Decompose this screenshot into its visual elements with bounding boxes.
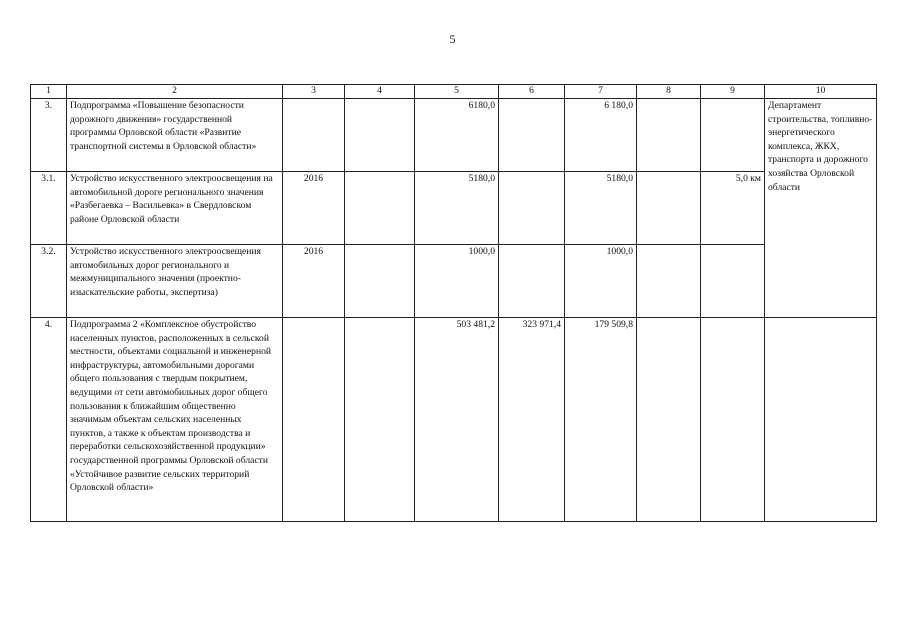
row-col7: 1000,0 xyxy=(565,245,637,318)
table-row xyxy=(31,99,877,172)
row-year xyxy=(283,99,345,172)
table-row xyxy=(31,245,877,318)
program-table xyxy=(30,84,877,522)
row-number: 3.1. xyxy=(31,172,67,245)
row-col5: 503 481,2 xyxy=(415,318,499,522)
header-cell: 2 xyxy=(67,85,283,99)
row-col7: 6 180,0 xyxy=(565,99,637,172)
row-col9 xyxy=(701,245,765,318)
row-col4 xyxy=(345,99,415,172)
row-col4 xyxy=(345,318,415,522)
department-cell: Департамент строительства, топливно-энергетического комплекса, ЖКХ, транспорта и дорожного хозяйства Орловской области xyxy=(765,99,877,318)
row-col9: 5,0 км xyxy=(701,172,765,245)
row-col5: 5180,0 xyxy=(415,172,499,245)
row-year: 2016 xyxy=(283,172,345,245)
row-year xyxy=(283,318,345,522)
row-number: 3.2. xyxy=(31,245,67,318)
header-cell: 7 xyxy=(565,85,637,99)
row-year: 2016 xyxy=(283,245,345,318)
row-col4 xyxy=(345,245,415,318)
row-col6 xyxy=(499,245,565,318)
header-row xyxy=(31,85,877,99)
row-col6 xyxy=(499,172,565,245)
row-col9 xyxy=(701,318,765,522)
row-name: Подпрограмма 2 «Комплексное обустройство населенных пунктов, расположенных в сельской местности, объектами социальной и инженерной инфраструктуры, автомобильными дорогами общего пользования с твердым покрытием, ведущими от сети автомобильных дорог общего пользования к ближайшим общественно значимым объектам сельских населенных пунктов, а также к объектам производства и переработки сельскохозяйственной продукции» государственной программы Орловской области «Устойчивое развитие сельских территорий Орловской области» xyxy=(67,318,283,522)
row-col8 xyxy=(637,99,701,172)
header-cell: 10 xyxy=(765,85,877,99)
header-cell: 8 xyxy=(637,85,701,99)
header-cell: 4 xyxy=(345,85,415,99)
page-number: 5 xyxy=(449,32,456,46)
row-col5: 6180,0 xyxy=(415,99,499,172)
row-col4 xyxy=(345,172,415,245)
header-cell: 1 xyxy=(31,85,67,99)
header-cell: 3 xyxy=(283,85,345,99)
row-col6: 323 971,4 xyxy=(499,318,565,522)
table-row xyxy=(31,318,877,522)
row-number: 4. xyxy=(31,318,67,522)
row-name: Устройство искусственного электроосвещения на автомобильной дороге регионального значения «Разбегаевка – Васильевка» в Свердловском районе Орловской области xyxy=(67,172,283,245)
table-row xyxy=(31,172,877,245)
row-col8 xyxy=(637,245,701,318)
row-col10 xyxy=(765,318,877,522)
row-name: Подпрограмма «Повышение безопасности дорожного движения» государственной программы Орловской области «Развитие транспортной системы в Орловской области» xyxy=(67,99,283,172)
header-cell: 5 xyxy=(415,85,499,99)
row-col8 xyxy=(637,318,701,522)
row-number: 3. xyxy=(31,99,67,172)
header-cell: 6 xyxy=(499,85,565,99)
row-col8 xyxy=(637,172,701,245)
row-col5: 1000,0 xyxy=(415,245,499,318)
row-col9 xyxy=(701,99,765,172)
row-name: Устройство искусственного электроосвещения автомобильных дорог регионального и межмуниципального значения (проектно-изыскательские работы, экспертиза) xyxy=(67,245,283,318)
row-col7: 179 509,8 xyxy=(565,318,637,522)
row-col7: 5180,0 xyxy=(565,172,637,245)
header-cell: 9 xyxy=(701,85,765,99)
row-col6 xyxy=(499,99,565,172)
